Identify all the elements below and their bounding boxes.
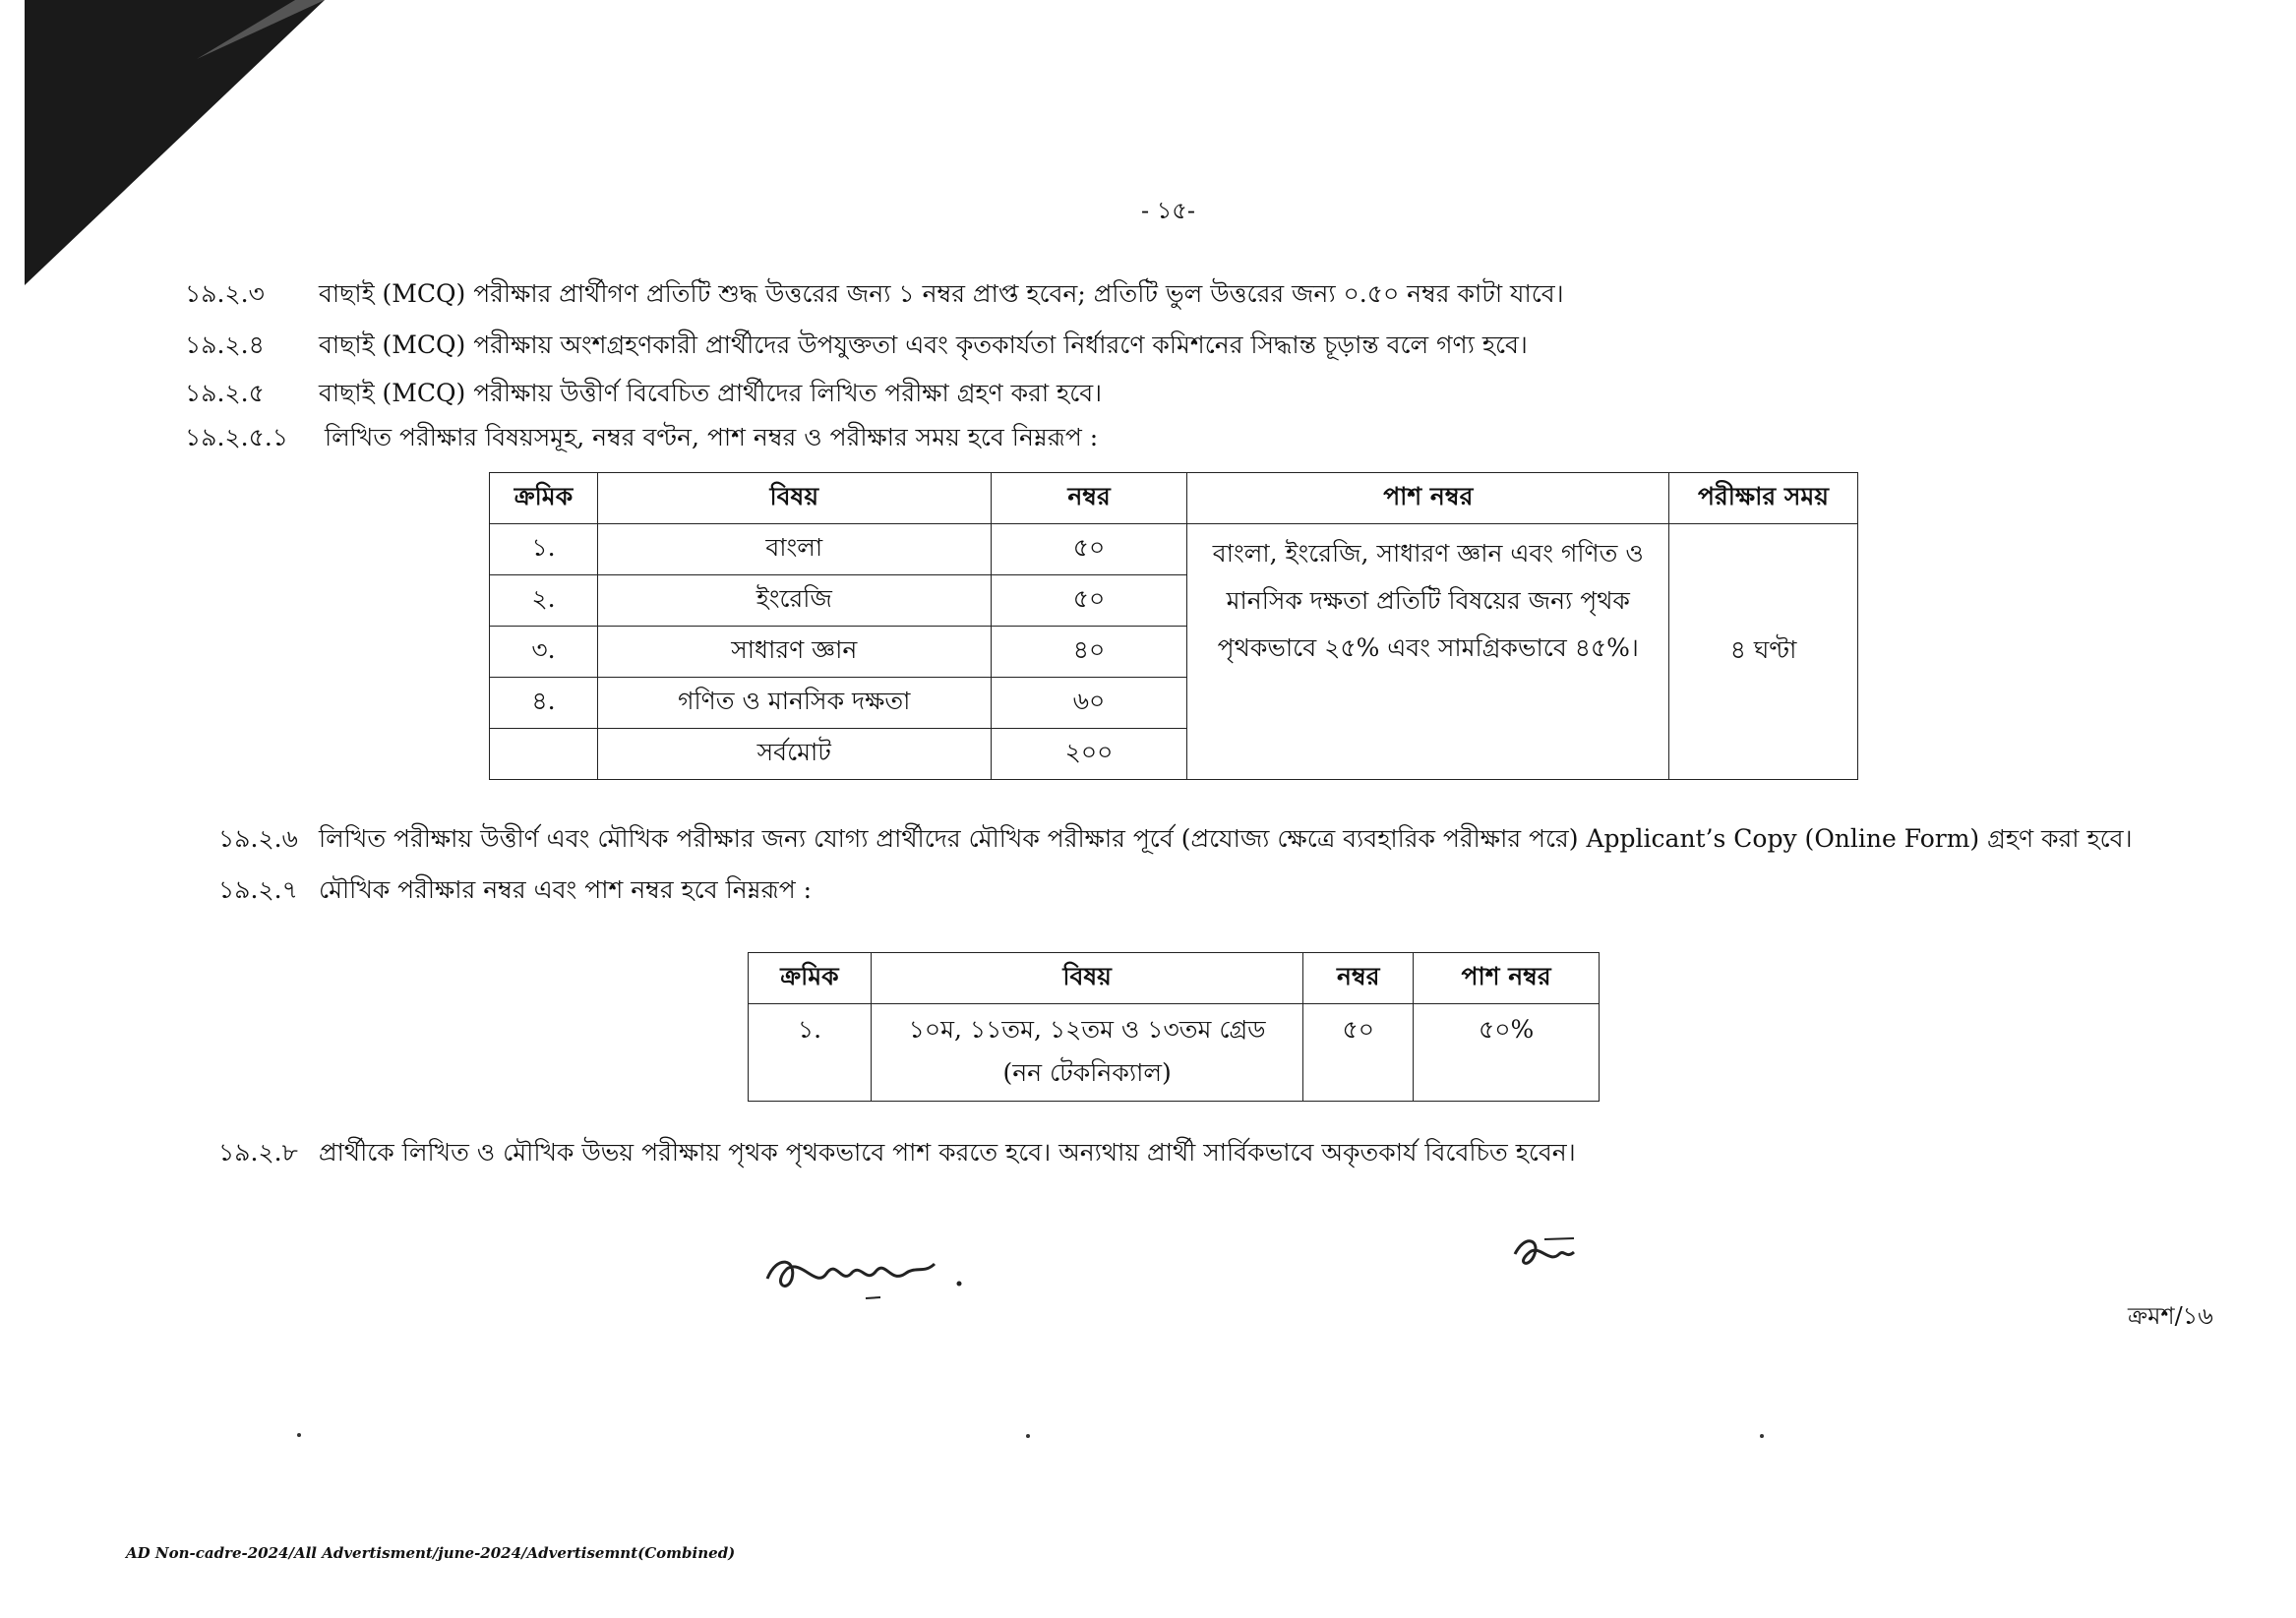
paragraph-number: ১৯.২.৭ — [218, 875, 298, 904]
paragraph-number: ১৯.২.৪ — [185, 330, 265, 359]
header-exam-time: পরীক্ষার সময় — [1669, 473, 1858, 524]
page-number: - ১৫- — [1141, 197, 1195, 224]
cell-marks: ৫০ — [991, 575, 1187, 627]
cell-subject: ইংরেজি — [597, 575, 991, 627]
cell-total-label: সর্বমোট — [597, 729, 991, 780]
table-header-row — [490, 473, 1858, 524]
cell-empty — [490, 729, 598, 780]
paragraph-text: বাছাই (MCQ) পরীক্ষায় উত্তীর্ণ বিবেচিত প্রার্থীদের লিখিত পরীক্ষা গ্রহণ করা হবে। — [319, 379, 1103, 407]
paragraph-number: ১৯.২.৫ — [185, 379, 265, 407]
written-exam-table — [489, 472, 1858, 780]
paragraph-text: মৌখিক পরীক্ষার নম্বর এবং পাশ নম্বর হবে নিম্নরূপ : — [319, 875, 813, 904]
scan-dot — [297, 1433, 301, 1437]
cell-subject — [871, 1004, 1302, 1102]
scan-corner-shadow — [0, 0, 334, 295]
paragraph-text: লিখিত পরীক্ষার বিষয়সমূহ, নম্বর বণ্টন, পাশ নম্বর ও পরীক্ষার সময় হবে নিম্নরূপ : — [325, 423, 1099, 451]
cell-exam-time: ৪ ঘণ্টা — [1669, 524, 1858, 780]
header-serial: ক্রমিক — [749, 953, 872, 1004]
paragraph-number: ১৯.২.৫.১ — [185, 423, 288, 451]
cell-total-marks: ২০০ — [991, 729, 1187, 780]
table-row — [749, 1004, 1600, 1102]
cell-serial: ২. — [490, 575, 598, 627]
cell-marks: ৫০ — [1303, 1004, 1414, 1102]
cell-subject: সাধারণ জ্ঞান — [597, 627, 991, 678]
paragraph-text: প্রার্থীকে লিখিত ও মৌখিক উভয় পরীক্ষায় পৃথক পৃথকভাবে পাশ করতে হবে। অন্যথায় প্রার্থী সার্বিকভাবে অকৃতকার্য বিবেচিত হবেন। — [319, 1138, 1576, 1167]
header-subject: বিষয় — [871, 953, 1302, 1004]
cell-subject: বাংলা — [597, 524, 991, 575]
cell-serial: ১. — [749, 1004, 872, 1102]
header-pass-marks: পাশ নম্বর — [1414, 953, 1600, 1004]
cell-serial: ৩. — [490, 627, 598, 678]
header-subject: বিষয় — [597, 473, 991, 524]
cell-marks: ৬০ — [991, 678, 1187, 729]
cell-serial: ৪. — [490, 678, 598, 729]
cell-marks: ৪০ — [991, 627, 1187, 678]
signature-right — [1505, 1225, 1603, 1284]
cell-pass-marks: ৫০% — [1414, 1004, 1600, 1102]
header-marks: নম্বর — [1303, 953, 1414, 1004]
signature-left — [757, 1234, 984, 1313]
table-row — [490, 524, 1858, 575]
continued-page-label: ক্রমশ/১৬ — [2128, 1302, 2213, 1330]
scan-dot — [1026, 1434, 1030, 1438]
paragraph-number: ১৯.২.৮ — [218, 1138, 298, 1167]
paragraph-text: বাছাই (MCQ) পরীক্ষার প্রার্থীগণ প্রতিটি শুদ্ধ উত্তরের জন্য ১ নম্বর প্রাপ্ত হবেন; প্রতিটি ভুল উত্তরের জন্য ০.৫০ নম্বর কাটা যাবে। — [319, 279, 1564, 308]
header-pass-marks: পাশ নম্বর — [1187, 473, 1669, 524]
table-header-row — [749, 953, 1600, 1004]
subject-line-1: ১০ম, ১১তম, ১২তম ও ১৩তম গ্রেড — [908, 1015, 1266, 1044]
paragraph-text: লিখিত পরীক্ষায় উত্তীর্ণ এবং মৌখিক পরীক্ষার জন্য যোগ্য প্রার্থীদের মৌখিক পরীক্ষার পূর্বে (প্রযোজ্য ক্ষেত্রে ব্যবহারিক পরীক্ষার পরে) Applicant’s Copy (Online Form) গ্রহণ করা হবে। — [319, 824, 2133, 853]
paragraph-text: বাছাই (MCQ) পরীক্ষায় অংশগ্রহণকারী প্রার্থীদের উপযুক্ততা এবং কৃতকার্যতা নির্ধারণে কমিশনের সিদ্ধান্ত চূড়ান্ত বলে গণ্য হবে। — [319, 330, 1528, 359]
viva-exam-table — [748, 952, 1600, 1102]
cell-pass-marks: বাংলা, ইংরেজি, সাধারণ জ্ঞান এবং গণিত ও মানসিক দক্ষতা প্রতিটি বিষয়ের জন্য পৃথক পৃথকভাবে ২৫% এবং সামগ্রিকভাবে ৪৫%। — [1187, 524, 1669, 780]
header-serial: ক্রমিক — [490, 473, 598, 524]
cell-serial: ১. — [490, 524, 598, 575]
paragraph-number: ১৯.২.৬ — [218, 824, 298, 853]
cell-marks: ৫০ — [991, 524, 1187, 575]
paragraph-number: ১৯.২.৩ — [185, 279, 265, 308]
cell-subject: গণিত ও মানসিক দক্ষতা — [597, 678, 991, 729]
header-marks: নম্বর — [991, 473, 1187, 524]
footer-path: AD Non-cadre-2024/All Advertisment/june-2024/Advertisemnt(Combined) — [126, 1544, 736, 1562]
scan-dot — [1760, 1434, 1764, 1438]
subject-line-2: (নন টেকনিক্যাল) — [1002, 1058, 1172, 1087]
